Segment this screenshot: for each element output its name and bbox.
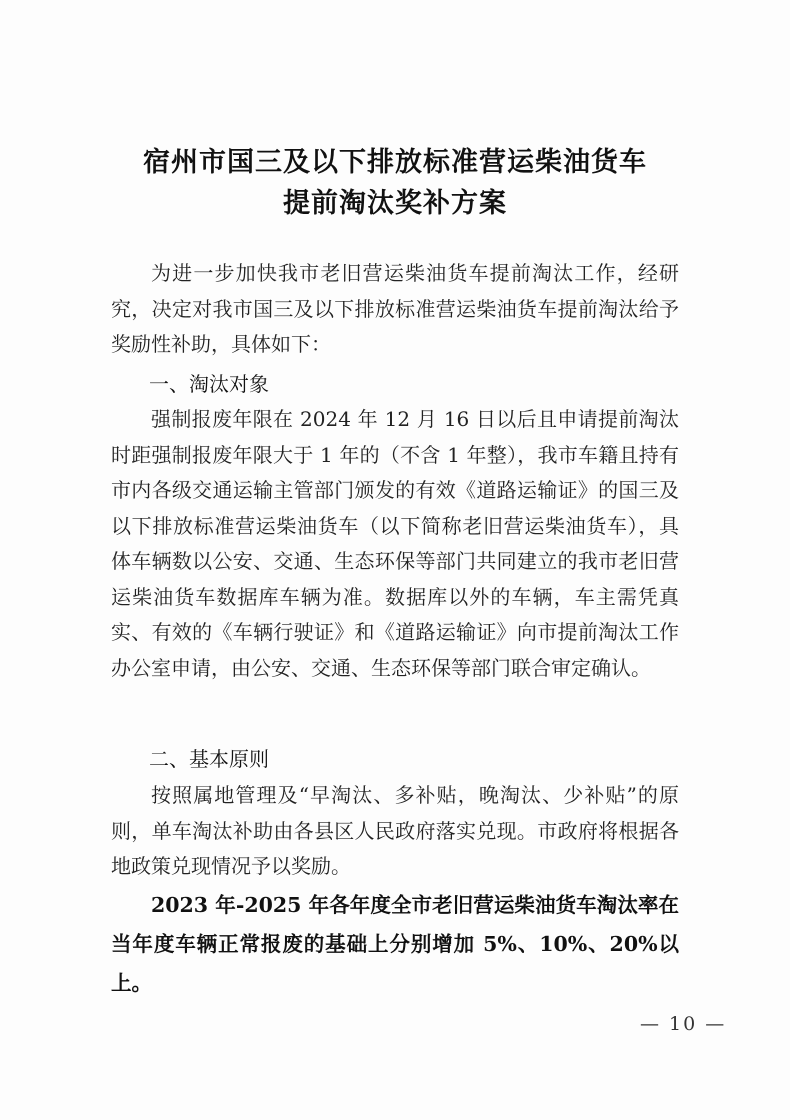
section-1-heading: 一、淘汰对象: [149, 372, 269, 396]
target-statement: 2023 年-2025 年各年度全市老旧营运柴油货车淘汰率在当年度车辆正常报废的基础上分别增加 5%、10%、20%以上。: [111, 893, 679, 995]
section-1-body: 强制报废年限在 2024 年 12 月 16 日以后且申请提前淘汰时距强制报废年限大于 1 年的（不含 1 年整），我市车籍且持有市内各级交通运输主管部门颁发的有效《道路运输证》的国三及以下排放标准营运柴油货车（以下简称老旧营运柴油货车），具体车辆数以公安、交通、生态环保等部门共同建立的我市老旧营运柴油货车数据库车辆为准。数据库以外的车辆，车主需凭真实、有效的《车辆行驶证》和《道路运输证》向市提前淘汰工作办公室申请，由公安、交通、生态环保等部门联合审定确认。: [111, 407, 679, 680]
document-title-line-1: 宿州市国三及以下排放标准营运柴油货车: [143, 147, 647, 178]
document-title-line-2: 提前淘汰奖补方案: [283, 188, 507, 219]
section-2-body: 按照属地管理及“早淘汰、多补贴，晚淘汰、少补贴”的原则，单车淘汰补助由各县区人民政府落实兑现。市政府将根据各地政策兑现情况予以奖励。: [111, 783, 679, 878]
section-2-heading: 二、基本原则: [149, 747, 269, 771]
intro-paragraph: 为进一步加快我市老旧营运柴油货车提前淘汰工作，经研究，决定对我市国三及以下排放标准营运柴油货车提前淘汰给予奖励性补助，具体如下：: [111, 261, 679, 356]
page-number: — 10 —: [640, 1013, 727, 1035]
